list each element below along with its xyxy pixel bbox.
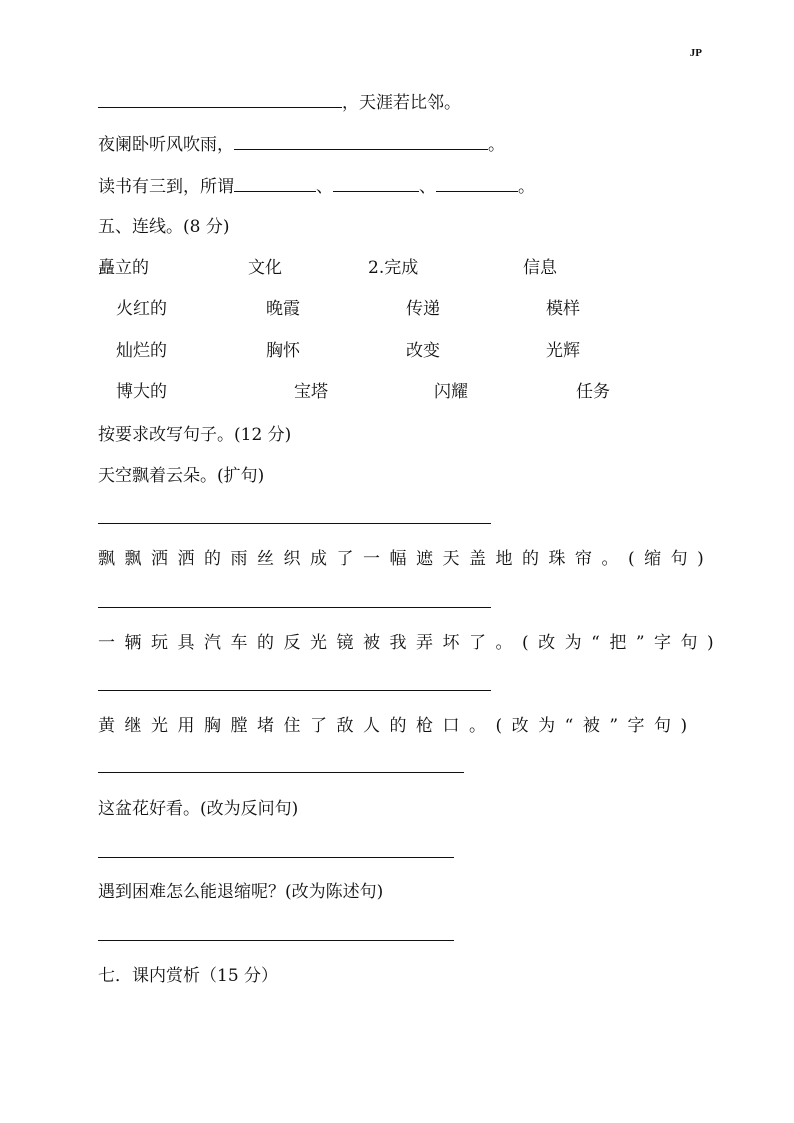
- separator: 、: [316, 177, 333, 197]
- poem-text: 读书有三到，所谓: [98, 177, 234, 197]
- rewrite-prompt: 这盆花好看。(改为反问句): [98, 799, 299, 819]
- answer-line[interactable]: [98, 857, 454, 858]
- answer-line[interactable]: [98, 772, 464, 773]
- section-5-title: 五、连线。(8 分): [98, 217, 230, 237]
- match-word[interactable]: 宝塔: [294, 382, 328, 402]
- answer-line[interactable]: [98, 690, 491, 691]
- match-word[interactable]: 传递: [406, 299, 440, 319]
- match-word[interactable]: 2.完成: [368, 258, 419, 278]
- match-word[interactable]: 博大的: [116, 382, 167, 402]
- match-word[interactable]: 矗立的: [98, 258, 149, 278]
- rewrite-prompt: 一辆玩具汽车的反光镜被我弄坏了。(改为“把”字句): [98, 633, 724, 653]
- match-word[interactable]: 改变: [406, 341, 440, 361]
- rewrite-prompt: 遇到困难怎么能退缩呢？(改为陈述句): [98, 882, 384, 902]
- rewrite-prompt: 黄继光用胸膛堵住了敌人的枪口。(改为“被”字句): [98, 716, 697, 736]
- match-word[interactable]: 模样: [546, 299, 580, 319]
- answer-blank[interactable]: [333, 175, 419, 192]
- answer-blank[interactable]: [234, 175, 316, 192]
- match-word[interactable]: 任务: [576, 382, 610, 402]
- answer-line[interactable]: [98, 607, 491, 608]
- separator: 、: [419, 177, 436, 197]
- poem-line-2: [98, 133, 505, 156]
- match-word[interactable]: 晚霞: [266, 299, 300, 319]
- poem-text: 。: [518, 177, 535, 197]
- poem-text: 夜阑卧听风吹雨，: [98, 135, 234, 155]
- answer-blank[interactable]: [234, 133, 488, 150]
- page-header-tag: JP: [689, 47, 702, 59]
- rewrite-prompt: 天空飘着云朵。(扩句): [98, 466, 265, 486]
- poem-text: ，天涯若比邻。: [342, 93, 461, 113]
- poem-line-1: [98, 91, 461, 114]
- match-word[interactable]: 胸怀: [266, 341, 300, 361]
- answer-line[interactable]: [98, 523, 491, 524]
- rewrite-prompt: 飘飘洒洒的雨丝织成了一幅遮天盖地的珠帘。(缩句): [98, 549, 714, 569]
- match-word[interactable]: 闪耀: [434, 382, 468, 402]
- match-word[interactable]: 火红的: [116, 299, 167, 319]
- poem-text: 。: [488, 135, 505, 155]
- answer-line[interactable]: [98, 940, 454, 941]
- section-6-title: 按要求改写句子。(12 分): [98, 425, 292, 445]
- answer-blank[interactable]: [98, 91, 342, 108]
- answer-blank[interactable]: [436, 175, 518, 192]
- section-7-title: 七．课内赏析（15 分）: [98, 966, 279, 986]
- poem-line-3: [98, 175, 535, 198]
- match-word[interactable]: 信息: [523, 258, 557, 278]
- match-word[interactable]: 光辉: [546, 341, 580, 361]
- match-word[interactable]: 文化: [248, 258, 282, 278]
- match-word[interactable]: 灿烂的: [116, 341, 167, 361]
